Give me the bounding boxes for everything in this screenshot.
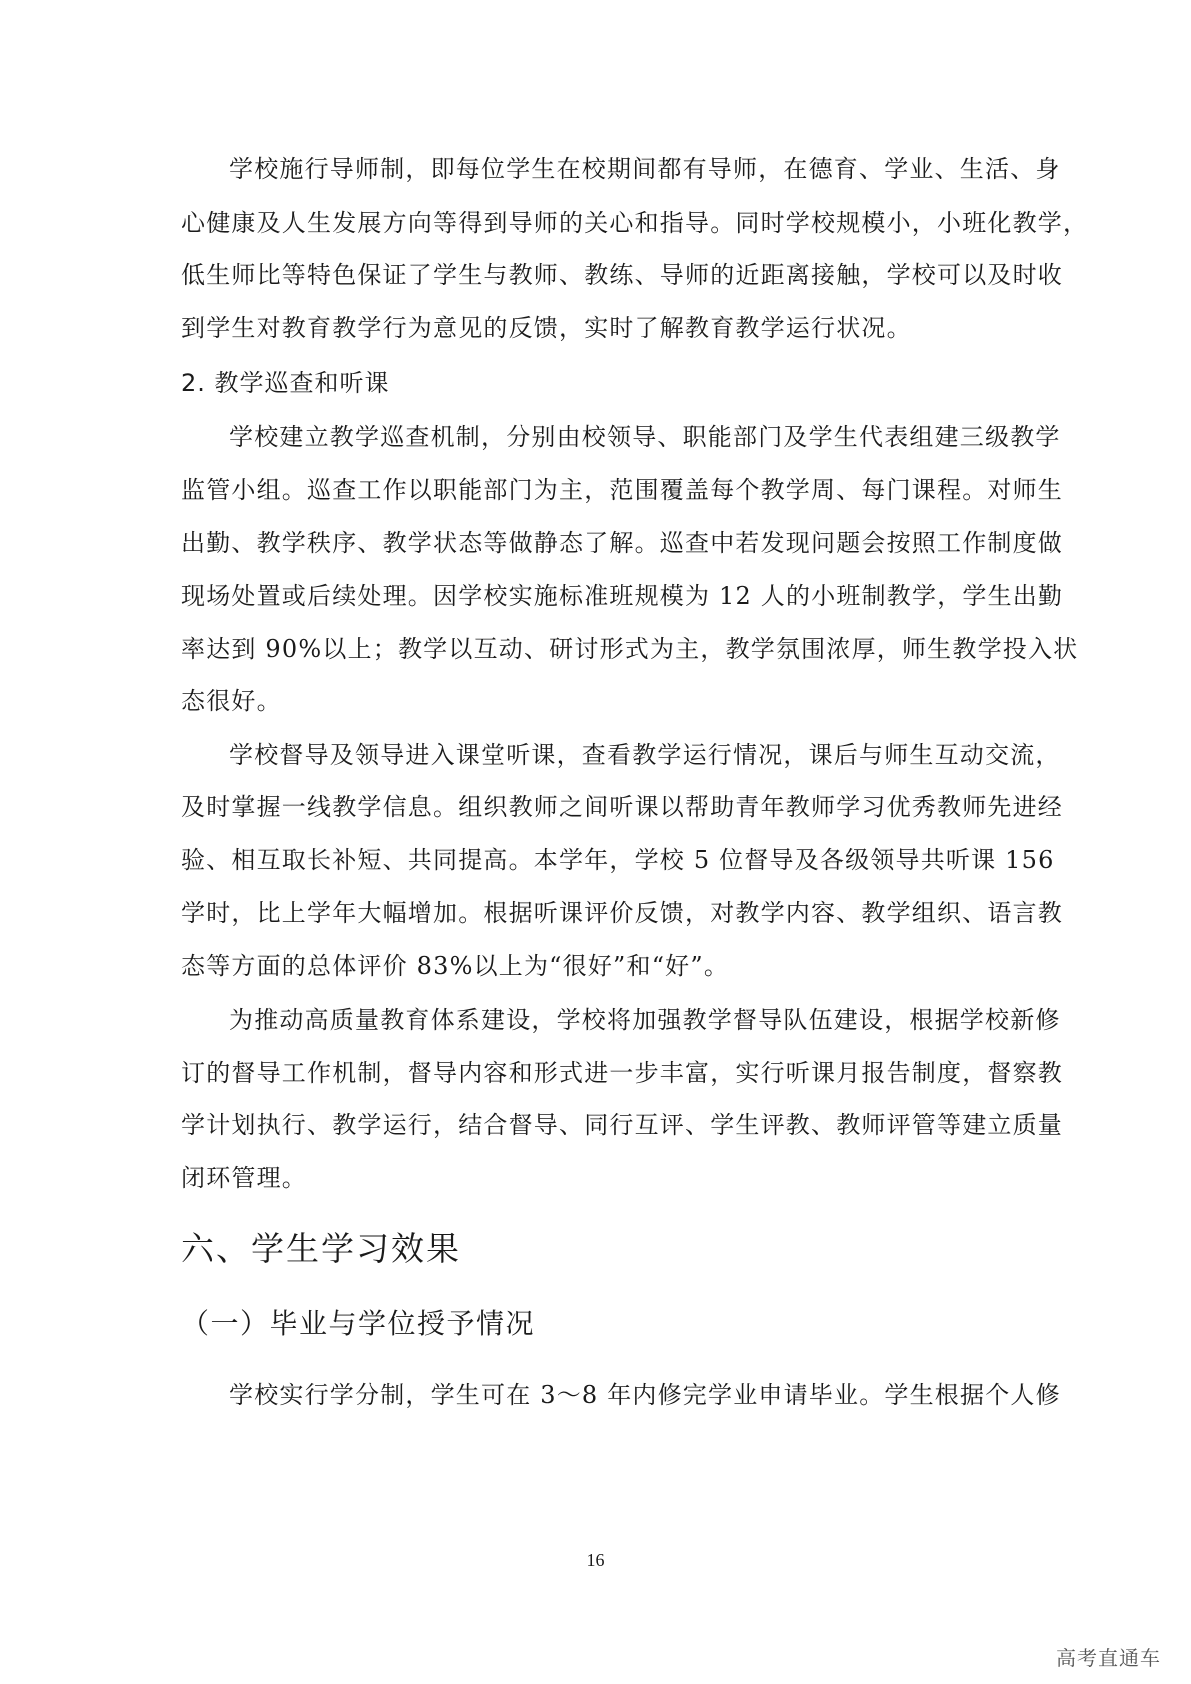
paragraph-line: 学计划执行、教学运行，结合督导、同行互评、学生评教、教师评管等建立质量 bbox=[181, 1111, 1063, 1139]
paragraph-line: 及时掌握一线教学信息。组织教师之间听课以帮助青年教师学习优秀教师先进经 bbox=[181, 793, 1063, 821]
watermark-text: 高考直通车 bbox=[1056, 1646, 1161, 1670]
paragraph-line: 学校施行导师制，即每位学生在校期间都有导师，在德育、学业、生活、身 bbox=[229, 155, 1061, 183]
paragraph-line: 率达到 90%以上；教学以互动、研讨形式为主，教学氛围浓厚，师生教学投入状 bbox=[181, 635, 1079, 663]
paragraph-line: 低生师比等特色保证了学生与教师、教练、导师的近距离接触，学校可以及时收 bbox=[181, 261, 1063, 289]
paragraph-line: 态很好。 bbox=[181, 687, 282, 715]
paragraph-line: 学校建立教学巡查机制，分别由校领导、职能部门及学生代表组建三级教学 bbox=[229, 423, 1061, 451]
section-heading: 六、学生学习效果 bbox=[181, 1229, 461, 1268]
paragraph-line: 到学生对教育教学行为意见的反馈，实时了解教育教学运行状况。 bbox=[181, 314, 912, 342]
paragraph-line: 为推动高质量教育体系建设，学校将加强教学督导队伍建设，根据学校新修 bbox=[229, 1006, 1061, 1034]
subheading-teaching-patrol: 2. 教学巡查和听课 bbox=[181, 369, 390, 397]
paragraph-line: 闭环管理。 bbox=[181, 1164, 307, 1192]
paragraph-line: 学时，比上学年大幅增加。根据听课评价反馈，对教学内容、教学组织、语言教 bbox=[181, 899, 1063, 927]
paragraph-line: 现场处置或后续处理。因学校实施标准班规模为 12 人的小班制教学，学生出勤 bbox=[181, 582, 1064, 610]
paragraph-line: 验、相互取长补短、共同提高。本学年，学校 5 位督导及各级领导共听课 156 bbox=[181, 846, 1055, 874]
paragraph-line: 心健康及人生发展方向等得到导师的关心和指导。同时学校规模小，小班化教学， bbox=[181, 209, 1089, 237]
paragraph-line: 学校督导及领导进入课堂听课，查看教学运行情况，课后与师生互动交流， bbox=[229, 741, 1061, 769]
paragraph-line: 学校实行学分制，学生可在 3～8 年内修完学业申请毕业。学生根据个人修 bbox=[229, 1381, 1061, 1409]
paragraph-line: 订的督导工作机制，督导内容和形式进一步丰富，实行听课月报告制度，督察教 bbox=[181, 1059, 1063, 1087]
sub-section-heading: （一）毕业与学位授予情况 bbox=[181, 1307, 536, 1340]
paragraph-line: 监管小组。巡查工作以职能部门为主，范围覆盖每个教学周、每门课程。对师生 bbox=[181, 476, 1063, 504]
paragraph-line: 态等方面的总体评价 83%以上为“很好”和“好”。 bbox=[181, 952, 730, 980]
page-number: 16 bbox=[586, 1550, 605, 1570]
paragraph-line: 出勤、教学秩序、教学状态等做静态了解。巡查中若发现问题会按照工作制度做 bbox=[181, 529, 1063, 557]
